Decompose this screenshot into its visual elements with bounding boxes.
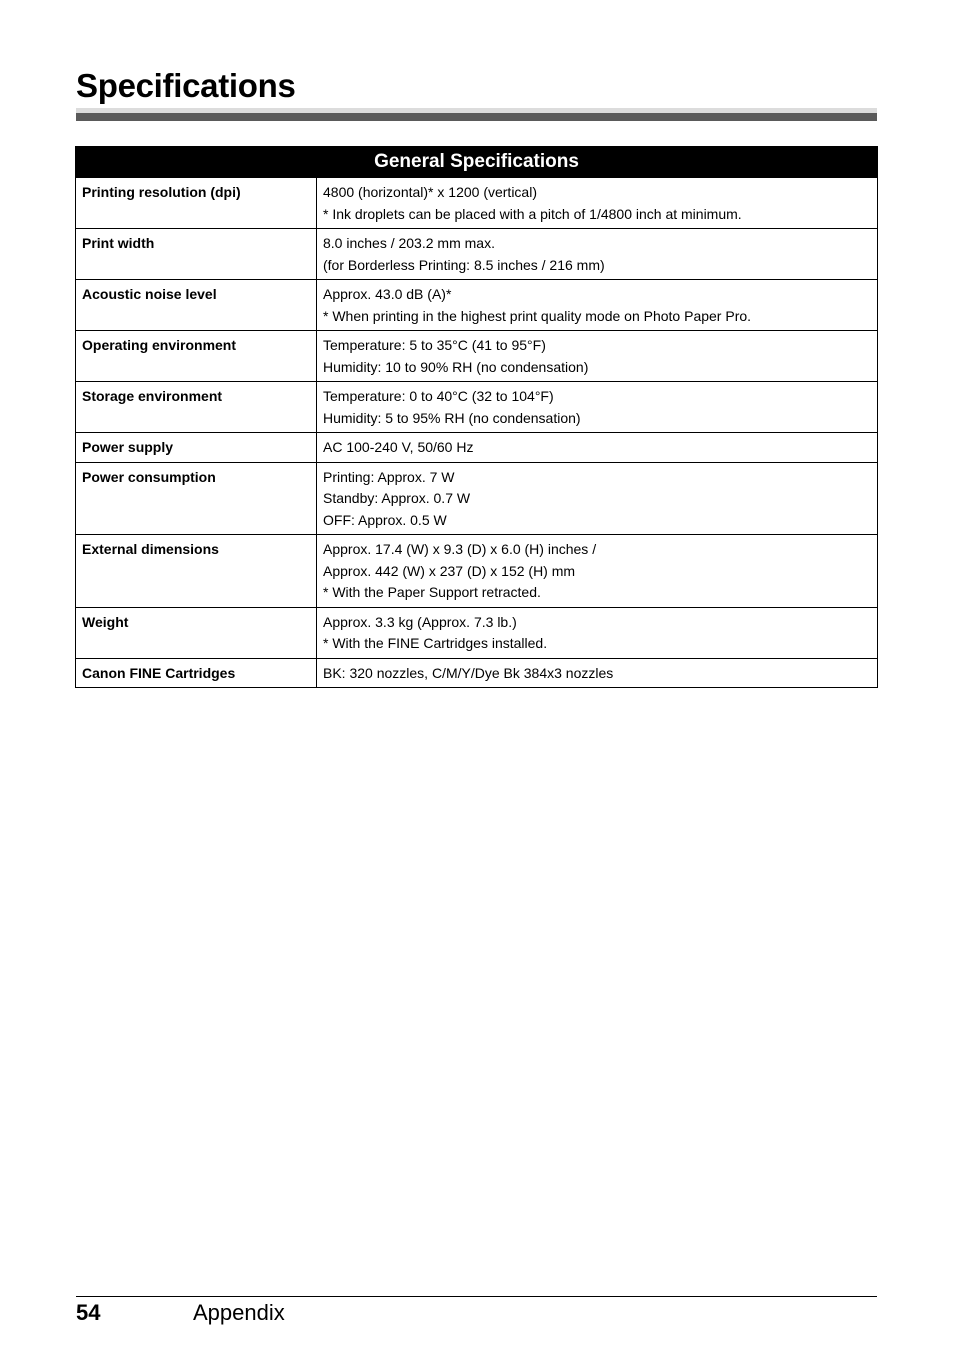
spec-value-line: BK: 320 nozzles, C/M/Y/Dye Bk 384x3 nozzles: [323, 664, 614, 681]
spec-label: Acoustic noise level: [76, 280, 317, 331]
table-row: [76, 433, 878, 463]
spec-value-line: Humidity: 10 to 90% RH (no condensation): [323, 358, 589, 375]
spec-value: [317, 462, 878, 535]
table-row: [76, 331, 878, 382]
general-specifications-table: [75, 146, 878, 688]
spec-value-line: AC 100-240 V, 50/60 Hz: [323, 439, 474, 455]
spec-label: External dimensions: [76, 535, 317, 608]
spec-label: Printing resolution (dpi): [76, 178, 317, 229]
table-row: [76, 462, 878, 535]
spec-label: Storage environment: [76, 382, 317, 433]
table-row: [76, 280, 878, 331]
footer-rule: [76, 1296, 877, 1297]
spec-label: Operating environment: [76, 331, 317, 382]
table-row: [76, 658, 878, 688]
table-header-row: [76, 147, 878, 178]
spec-value-line: Approx. 3.3 kg (Approx. 7.3 lb.): [323, 613, 517, 630]
spec-value-line: OFF: Approx. 0.5 W: [323, 511, 447, 528]
spec-value-line: Approx. 43.0 dB (A)*: [323, 286, 452, 302]
footer-section-name: Appendix: [193, 1300, 285, 1325]
table-row: [76, 382, 878, 433]
spec-value-line: Approx. 17.4 (W) x 9.3 (D) x 6.0 (H) inches /: [323, 541, 597, 557]
spec-value: [317, 382, 878, 433]
spec-value-line: * With the FINE Cartridges installed.: [323, 635, 548, 651]
spec-value-line: 4800 (horizontal)* x 1200 (vertical): [323, 184, 537, 200]
spec-value-line: Standby: Approx. 0.7 W: [323, 490, 471, 506]
spec-value: [317, 178, 878, 229]
spec-label: Power consumption: [76, 462, 317, 535]
spec-label: Canon FINE Cartridges: [76, 658, 317, 688]
table-caption: General Specifications: [76, 147, 878, 178]
spec-label: Weight: [76, 607, 317, 658]
spec-value: [317, 331, 878, 382]
spec-value-line: * With the Paper Support retracted.: [323, 584, 541, 600]
spec-value: [317, 535, 878, 608]
page-number: 54: [76, 1300, 101, 1325]
spec-label: Print width: [76, 229, 317, 280]
table-row: [76, 178, 878, 229]
spec-value-line: Humidity: 5 to 95% RH (no condensation): [323, 409, 581, 426]
spec-value: [317, 607, 878, 658]
spec-label: Power supply: [76, 433, 317, 463]
spec-value-line: Approx. 442 (W) x 237 (D) x 152 (H) mm: [323, 562, 576, 579]
spec-value: [317, 229, 878, 280]
spec-value-line: * When printing in the highest print quality mode on Photo Paper Pro.: [323, 307, 752, 324]
spec-value-line: * Ink droplets can be placed with a pitch of 1/4800 inch at minimum.: [323, 205, 742, 222]
table-body: [76, 178, 878, 688]
table-row: [76, 607, 878, 658]
spec-value: [317, 280, 878, 331]
spec-value-line: (for Borderless Printing: 8.5 inches / 216 mm): [323, 256, 605, 273]
spec-value-line: 8.0 inches / 203.2 mm max.: [323, 235, 495, 251]
title-rule: [76, 108, 877, 121]
table-row: [76, 229, 878, 280]
page-title: Specifications: [76, 67, 296, 104]
spec-value: [317, 433, 878, 463]
spec-value: [317, 658, 878, 688]
spec-value-line: Printing: Approx. 7 W: [323, 468, 455, 485]
spec-value-line: Temperature: 5 to 35°C (41 to 95°F): [323, 337, 546, 353]
spec-value-line: Temperature: 0 to 40°C (32 to 104°F): [323, 388, 554, 404]
table-row: [76, 535, 878, 608]
